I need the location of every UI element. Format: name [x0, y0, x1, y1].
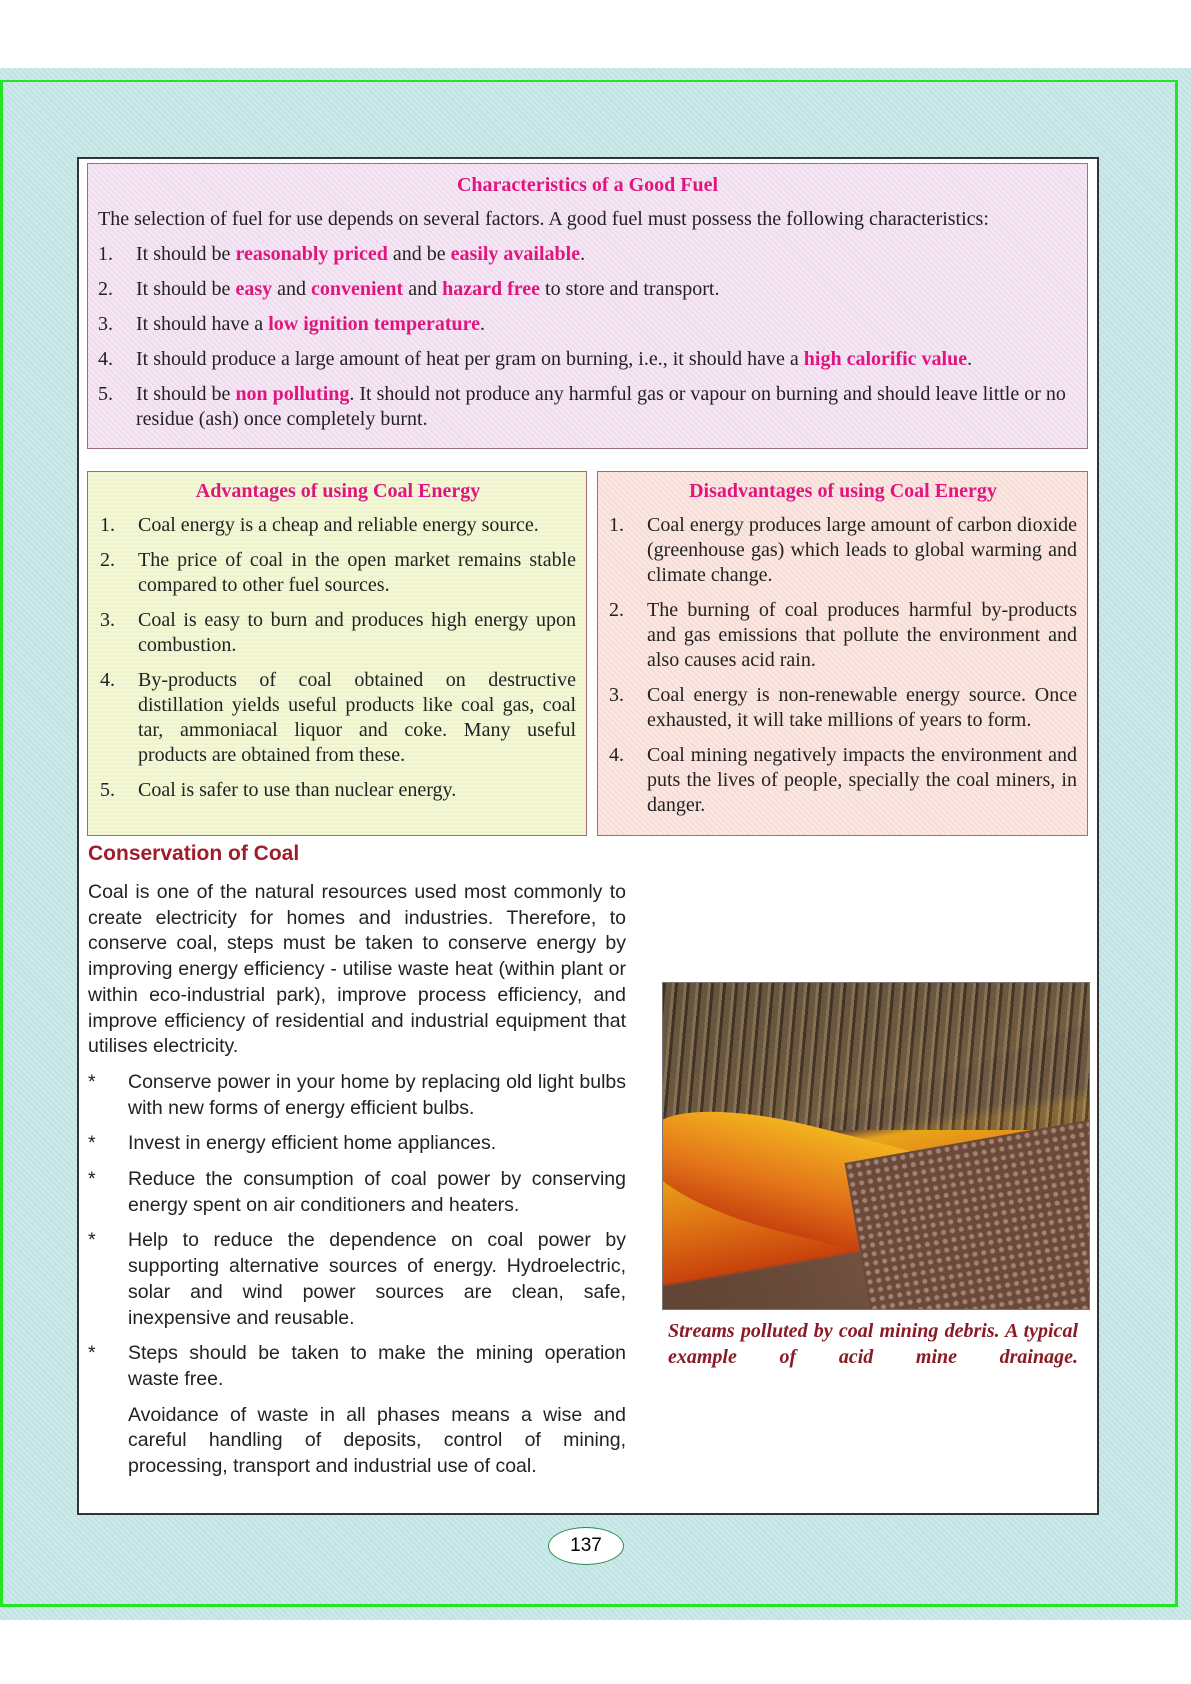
item-text: By-products of coal obtained on destructive distillation yields useful products like coal gas, coal tar, ammoniacal liquor and coke. Many useful products are obtained from these. — [138, 669, 576, 766]
list-item — [100, 668, 576, 768]
list-item — [609, 743, 1077, 818]
list-item — [98, 242, 1077, 267]
bullet-item — [88, 1131, 626, 1157]
item-text: Coal energy produces large amount of carbon dioxide (greenhouse gas) which leads to global warming and climate change. — [647, 514, 1077, 586]
item-number: 3. — [98, 313, 113, 335]
highlight: convenient — [311, 278, 404, 300]
item-text: Coal energy is non-renewable energy source. Once exhausted, it will take millions of years to form. — [647, 684, 1077, 731]
page-number: 137 — [548, 1527, 624, 1565]
item-number: 1. — [100, 514, 115, 536]
item-text: Coal is easy to burn and produces high energy upon combustion. — [138, 609, 576, 656]
item-text: Coal mining negatively impacts the environment and puts the lives of people, specially the coal miners, in danger. — [647, 744, 1077, 816]
advantages-list — [100, 513, 576, 803]
list-item — [609, 598, 1077, 673]
text: and be — [387, 243, 451, 265]
text: and — [403, 278, 443, 300]
item-number: 2. — [100, 549, 115, 571]
bullet-item — [88, 1070, 626, 1121]
disadvantages-title: Disadvantages of using Coal Energy — [689, 480, 997, 502]
item-text: The price of coal in the open market remains stable compared to other fuel sources. — [138, 549, 576, 596]
text: . — [480, 313, 486, 335]
bullet-text: Invest in energy efficient home appliances. — [128, 1132, 497, 1155]
list-item — [98, 347, 1077, 372]
bullet-text: Help to reduce the dependence on coal power by supporting alternative sources of energy. Hydroelectric, solar and wind power sources are clean, safe, inexpensive and reusable. — [128, 1229, 626, 1329]
text: . It should not produce any harmful gas or vapour on burning and should leave little or no residue (ash) once completely burnt. — [136, 383, 1066, 430]
bullet-text: Conserve power in your home by replacing old light bulbs with new forms of energy efficient bulbs. — [128, 1070, 626, 1119]
item-number: 1. — [609, 514, 624, 536]
advantages-title: Advantages of using Coal Energy — [195, 480, 481, 502]
text: to store and transport. — [540, 278, 720, 300]
item-number: 3. — [609, 684, 624, 706]
list-item — [100, 513, 576, 538]
highlight: easily available — [450, 243, 581, 265]
bullet-icon: * — [88, 1070, 96, 1093]
figure-caption: Streams polluted by coal mining debris. A typical example of acid mine drainage. — [668, 1320, 1078, 1368]
list-item — [100, 608, 576, 658]
characteristics-list — [98, 242, 1077, 432]
highlight: non polluting — [235, 383, 350, 405]
characteristics-title: Characteristics of a Good Fuel — [456, 174, 719, 196]
text: It should be — [136, 383, 236, 405]
highlight: high calorific value — [803, 348, 968, 370]
list-item — [98, 312, 1077, 337]
text: and — [272, 278, 311, 300]
disadvantages-list — [609, 513, 1077, 818]
bullet-text: Steps should be taken to make the mining operation waste free. — [128, 1342, 626, 1390]
bullet-text: Reduce the consumption of coal power by conserving energy spent on air conditioners and heaters. — [128, 1168, 626, 1216]
text: It should be — [136, 243, 236, 265]
list-item — [98, 277, 1077, 302]
item-number: 4. — [98, 348, 113, 370]
item-number: 3. — [100, 609, 115, 631]
text: It should have a — [136, 313, 269, 335]
bullet-icon: * — [88, 1168, 96, 1191]
bullet-item — [88, 1167, 626, 1218]
text: . — [580, 243, 586, 265]
text: It should be — [136, 278, 236, 300]
highlight: hazard free — [442, 278, 541, 300]
item-text: Coal energy is a cheap and reliable energy source. — [138, 514, 539, 536]
highlight: low ignition temperature — [268, 313, 481, 335]
item-number: 5. — [98, 383, 113, 405]
characteristics-intro: The selection of fuel for use depends on several factors. A good fuel must possess the following characteristics: — [98, 208, 989, 230]
item-number: 4. — [609, 744, 624, 766]
text: . — [967, 348, 973, 370]
bullet-icon: * — [88, 1229, 96, 1252]
bullet-icon: * — [88, 1132, 96, 1155]
list-item — [609, 513, 1077, 588]
characteristics-box — [87, 163, 1088, 449]
bullet-icon: * — [88, 1342, 96, 1365]
photo-trees — [663, 983, 1089, 1130]
highlight: reasonably priced — [235, 243, 388, 265]
item-number: 1. — [98, 243, 113, 265]
advantages-box — [87, 471, 587, 836]
bullet-item — [88, 1228, 626, 1331]
list-item — [100, 548, 576, 598]
list-item — [98, 382, 1077, 432]
list-item — [609, 683, 1077, 733]
list-item — [100, 778, 576, 803]
closing-paragraph: Avoidance of waste in all phases means a wise and careful handling of deposits, control of mining, processing, transport and industrial use of coal. — [128, 1403, 626, 1478]
item-number: 4. — [100, 669, 115, 691]
item-text: The burning of coal produces harmful by-products and gas emissions that pollute the environment and also causes acid rain. — [647, 599, 1077, 671]
bullet-item — [88, 1341, 626, 1392]
conservation-body — [88, 880, 626, 1480]
item-text: Coal is safer to use than nuclear energy. — [138, 779, 457, 801]
item-number: 2. — [609, 599, 624, 621]
acid-mine-drainage-photo — [662, 982, 1090, 1310]
item-number: 5. — [100, 779, 115, 801]
item-number: 2. — [98, 278, 113, 300]
section-heading: Conservation of Coal — [88, 842, 300, 865]
conservation-paragraph: Coal is one of the natural resources used most commonly to create electricity for homes and industries. Therefore, to conserve coal, steps must be taken to conserve energy by improving energy efficiency - utilise waste heat (within plant or within eco-industrial park), improve process efficiency, and improve efficiency of residential and industrial equipment that utilises electricity. — [88, 881, 626, 1058]
text: It should produce a large amount of heat per gram on burning, i.e., it should have a — [136, 348, 804, 370]
disadvantages-box — [597, 471, 1088, 836]
highlight: easy — [235, 278, 273, 300]
